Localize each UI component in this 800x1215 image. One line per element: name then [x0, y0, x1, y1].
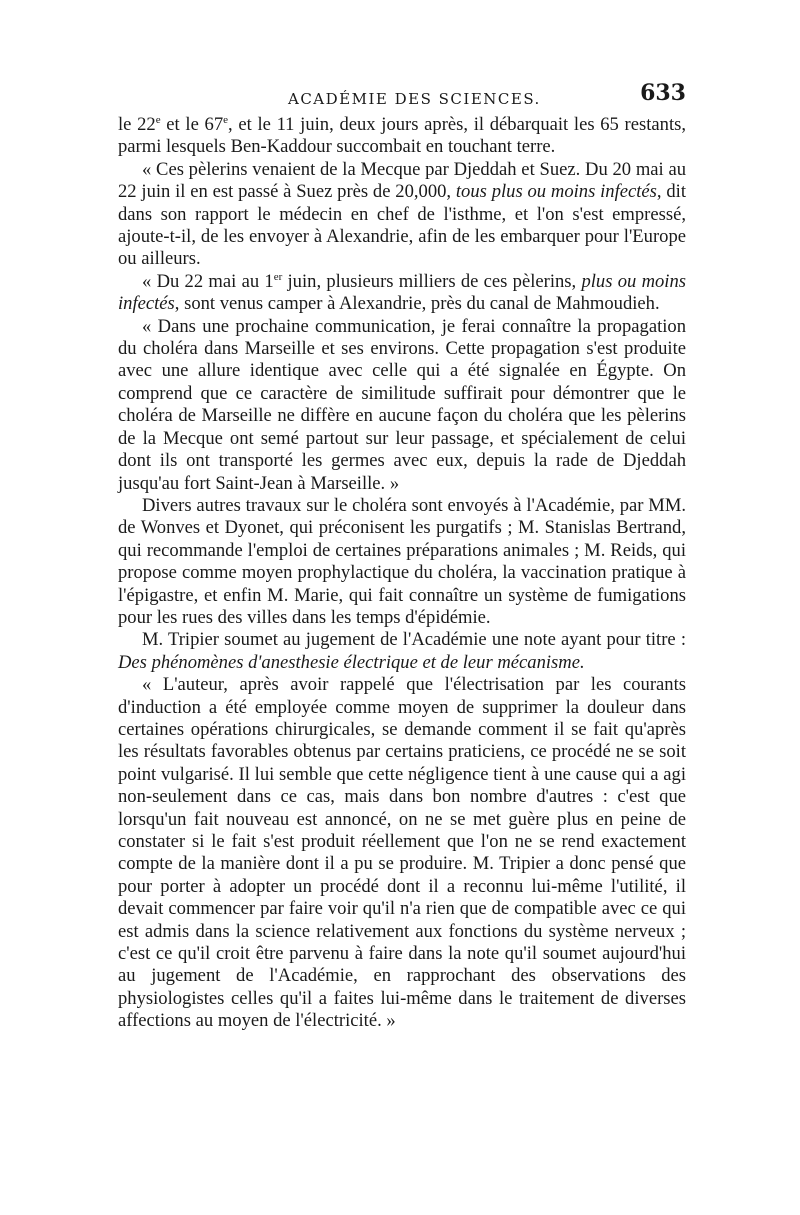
text-run: le 22	[118, 114, 156, 135]
text-run: « Ces pèlerins venaient de la Mecque par Djeddah et Suez. Du 20 mai au 22 juin il en est passé à Suez près de 20,000,	[118, 158, 686, 203]
running-head	[118, 80, 686, 114]
italic-text: Des phénomènes d'anesthesie électrique et de leur mécanisme.	[118, 651, 585, 673]
paragraph	[118, 271, 686, 316]
text-run: juin, plusieurs milliers de ces pèlerins,	[282, 270, 582, 292]
paragraph	[118, 316, 686, 495]
text-run: Divers autres travaux sur le choléra sont envoyés à l'Académie, par MM. de Wonves et Dyonet, qui préconisent les purgatifs ; M. Stanislas Bertrand, qui recommande l'emploi de certaines préparations animales ; M. Reids, qui propose comme moyen prophylactique du choléra, la vaccination pratique à l'épigastre, et enfin M. Marie, qui fait connaître un système de fumigations pour les rues des villes dans les temps d'épidémie.	[118, 494, 686, 628]
paragraph	[118, 159, 686, 271]
superscript: e	[155, 113, 161, 126]
paragraph	[118, 114, 686, 159]
text-run: « Dans une prochaine communication, je ferai connaître la propagation du choléra dans Marseille et ses environs. Cette propagation s'est produite avec une allure identique avec celle qui a été signalée en Égypte. On comprend que ce caractère de similitude suffirait pour démontrer que le choléra de Marseille ne diffère en aucune façon du choléra que les pèlerins de la Mecque ont semé partout sur leur passage, et spécialement de celui dont ils ont transporté les germes avec eux, depuis la rade de Djeddah jusqu'au fort Saint-Jean à Marseille. »	[118, 315, 686, 494]
text-run: , et le 11 juin, deux jours après, il débarquait les 65 restants, parmi lesquels Ben-Kaddour succombait en touchant terre.	[118, 114, 686, 158]
text-run: , sont venus camper à Alexandrie, près du canal de Mahmoudieh.	[174, 293, 660, 315]
book-page	[118, 80, 686, 1033]
text-run: et le 67	[160, 114, 224, 135]
italic-text: tous plus ou moins infectés	[455, 181, 657, 203]
text-run: , dit dans son rapport le médecin en chef de l'isthme, et l'on s'est empressé, ajoute-t-il, de les envoyer à Alexandrie, afin de les embarquer pour l'Europe ou ailleurs.	[118, 181, 686, 270]
text-run: M. Tripier soumet au jugement de l'Académie une note ayant pour titre :	[142, 629, 686, 651]
superscript: e	[223, 113, 229, 126]
text-run: « Du 22 mai au 1	[142, 270, 274, 292]
body-text	[118, 114, 686, 1033]
paragraph	[118, 495, 686, 629]
running-title: ACADÉMIE DES SCIENCES.	[288, 90, 541, 108]
italic-text: plus ou moins infectés	[118, 270, 687, 315]
paragraph	[118, 674, 686, 1033]
superscript: er	[273, 270, 283, 283]
page-number: 633	[640, 80, 686, 106]
paragraph	[118, 629, 686, 674]
text-run: « L'auteur, après avoir rappelé que l'électrisation par les courants d'induction a été employée comme moyen de supprimer la douleur dans certaines opérations chirurgicales, se demande comment il se fait qu'après les résultats favorables obtenus par certains praticiens, ce procédé ne se soit point vulgarisé. Il lui semble que cette négligence tient à une cause qui a agi non-seulement dans ce cas, mais dans bon nombre d'autres : c'est que lorsqu'un fait nouveau est annoncé, on ne se met guère plus en peine de constater si le fait s'est produit réellement que l'on ne se rend exactement compte de la manière dont il a pu se produire. M. Tripier a donc pensé que pour porter à adopter un procédé dont il a reconnu lui-même l'utilité, il devait commencer par faire voir qu'il n'a rien que de compatible avec ce qui est admis dans la science relativement aux fonctions du système nerveux ; c'est ce qu'il croit être parvenu à faire dans la note qu'il soumet aujourd'hui au jugement de l'Académie, en rapprochant des observations des physiologistes celles qu'il a faites lui-même dans le traitement de diverses affections au moyen de l'électricité. »	[118, 674, 686, 1032]
